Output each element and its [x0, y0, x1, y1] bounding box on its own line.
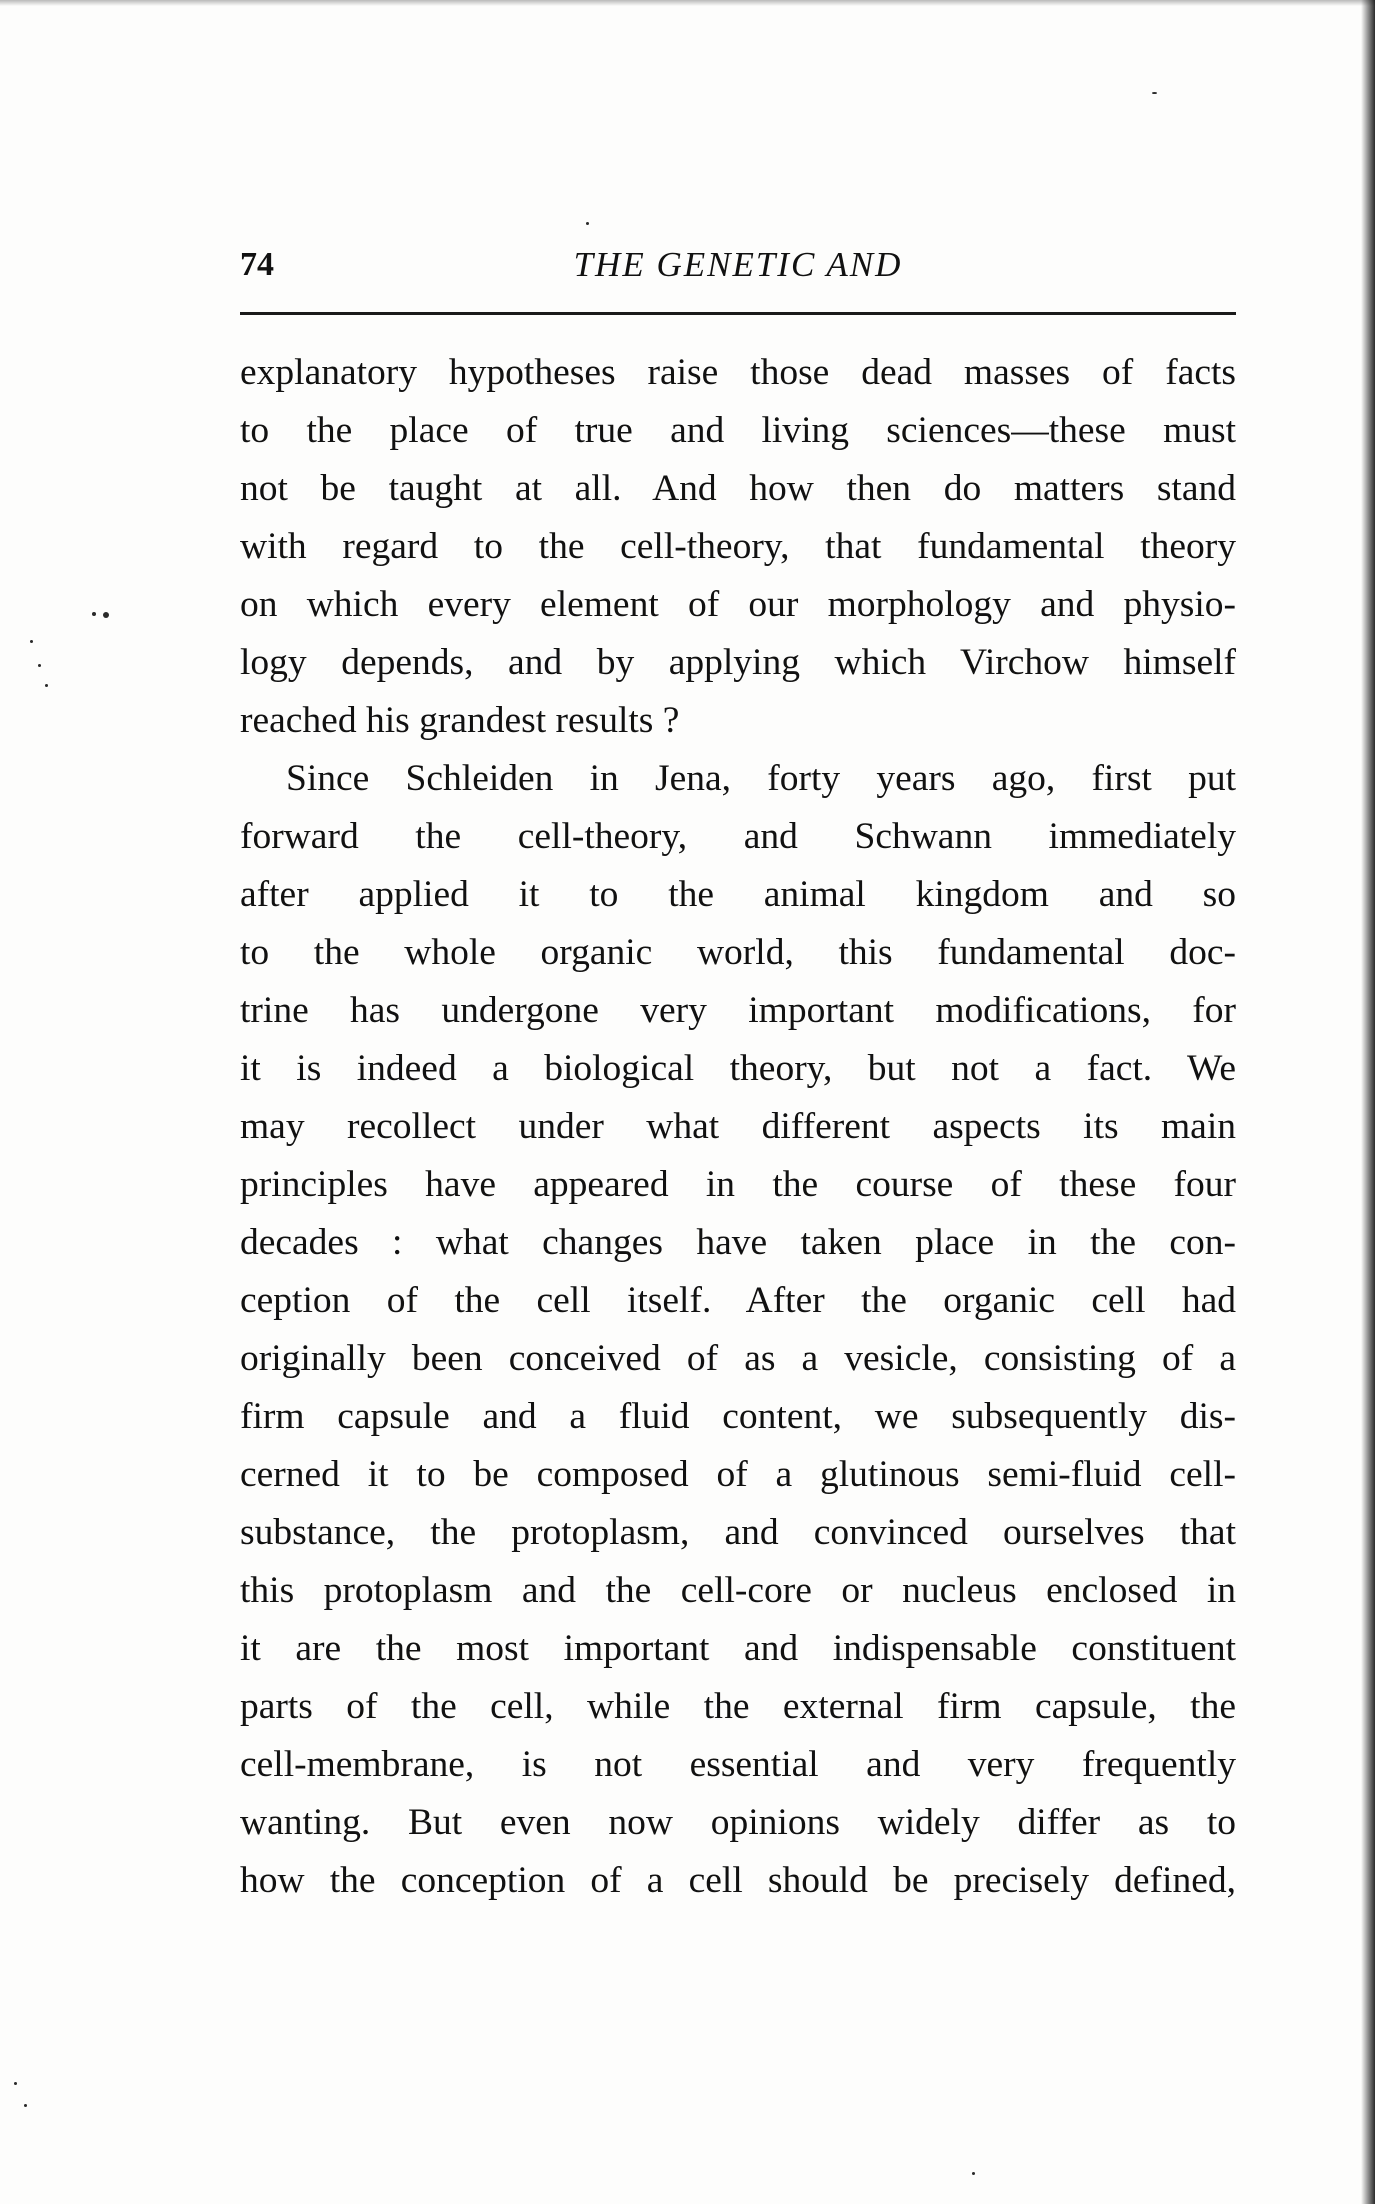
text-line: cerned it to be composed of a glutinous semi-fluid cell-	[240, 1454, 1236, 1495]
scan-speck	[972, 2172, 975, 2175]
text-line: to the whole organic world, this fundamental doc-	[240, 932, 1236, 973]
scan-speck	[1152, 92, 1157, 94]
running-head: THE GENETIC AND	[573, 245, 903, 284]
text-line: decades : what changes have taken place in the con-	[240, 1222, 1236, 1263]
text-line: explanatory hypotheses raise those dead masses of facts	[240, 352, 1236, 393]
body-text	[240, 344, 1236, 1910]
text-line: it are the most important and indispensable constituent	[240, 1628, 1236, 1669]
scan-speck	[45, 684, 48, 687]
scan-speck	[92, 612, 96, 616]
text-line: this protoplasm and the cell-core or nucleus enclosed in	[240, 1570, 1236, 1611]
text-line: principles have appeared in the course of these four	[240, 1164, 1236, 1205]
text-line: firm capsule and a fluid content, we subsequently dis-	[240, 1396, 1236, 1437]
text-line: logy depends, and by applying which Virchow himself	[240, 642, 1236, 683]
text-line: originally been conceived of as a vesicle, consisting of a	[240, 1338, 1236, 1379]
page-top-edge	[0, 0, 1375, 6]
scan-speck	[586, 222, 589, 225]
paragraph-2	[240, 750, 1236, 1910]
text-line: reached his grandest results ?	[240, 700, 680, 741]
text-line: not be taught at all. And how then do matters stand	[240, 468, 1236, 509]
page-binding-edge	[1361, 0, 1375, 2204]
scan-speck	[103, 612, 109, 618]
text-line: cell-membrane, is not essential and very frequently	[240, 1744, 1236, 1785]
text-line: on which every element of our morphology and physio-	[240, 584, 1236, 625]
text-line: forward the cell-theory, and Schwann immediately	[240, 816, 1236, 857]
text-line: how the conception of a cell should be precisely defined,	[240, 1860, 1236, 1901]
page-number: 74	[240, 246, 274, 283]
text-line: ception of the cell itself. After the organic cell had	[240, 1280, 1236, 1321]
text-line: after applied it to the animal kingdom and so	[240, 874, 1236, 915]
paragraph-1	[240, 344, 1236, 750]
text-line: substance, the protoplasm, and convinced ourselves that	[240, 1512, 1236, 1553]
text-line: wanting. But even now opinions widely differ as to	[240, 1802, 1236, 1843]
text-line: trine has undergone very important modifications, for	[240, 990, 1236, 1031]
header-rule	[240, 312, 1236, 315]
text-line: Since Schleiden in Jena, forty years ago, first put	[286, 758, 1236, 799]
scan-speck	[24, 2104, 27, 2107]
page-header	[240, 242, 1236, 288]
text-line: it is indeed a biological theory, but not a fact. We	[240, 1048, 1236, 1089]
text-line: may recollect under what different aspects its main	[240, 1106, 1236, 1147]
scan-speck	[30, 640, 33, 643]
scan-speck	[14, 2082, 17, 2085]
text-line: with regard to the cell-theory, that fundamental theory	[240, 526, 1236, 567]
scan-speck	[38, 664, 41, 667]
text-line: parts of the cell, while the external firm capsule, the	[240, 1686, 1236, 1727]
text-line: to the place of true and living sciences—these must	[240, 410, 1236, 451]
